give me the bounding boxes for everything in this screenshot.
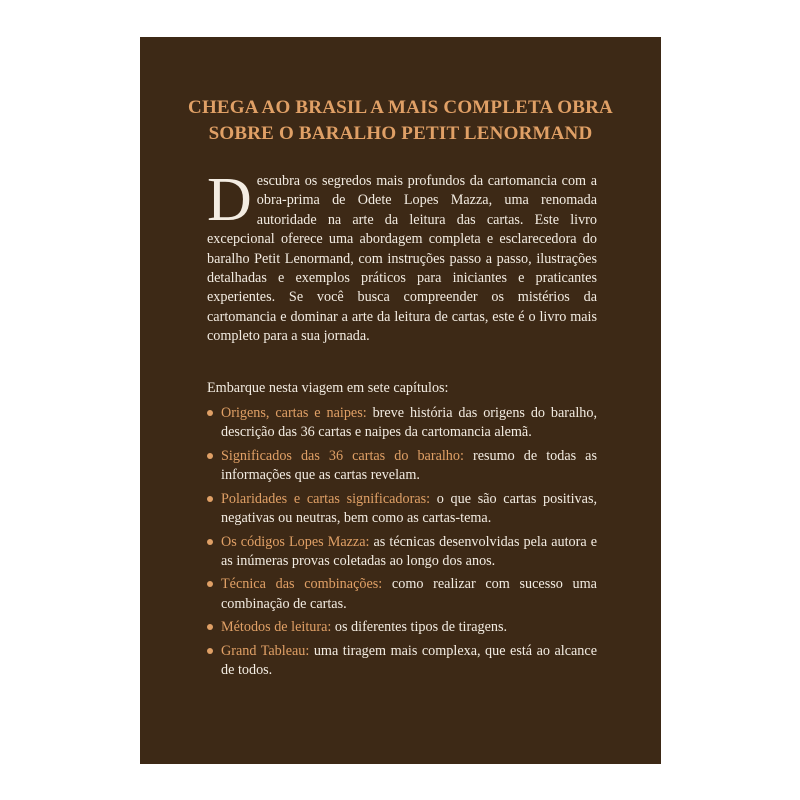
- chapter-term: Grand Tableau:: [221, 642, 310, 659]
- bullet-icon: [207, 496, 213, 502]
- chapters-lead-in: Embarque nesta viagem em sete capítulos:: [207, 379, 449, 396]
- chapter-term: Métodos de leitura:: [221, 619, 332, 636]
- chapter-desc: os diferentes tipos de tiragens.: [331, 619, 508, 636]
- cover-body: [207, 166, 598, 684]
- chapter-term: Significados das 36 cartas do baralho:: [221, 447, 464, 464]
- drop-cap: D: [207, 166, 252, 234]
- chapter-desc: as técnicas desenvolvidas pela autora e as inúmeras provas coletadas ao longo dos anos.: [221, 533, 597, 569]
- intro-paragraph: [207, 166, 597, 347]
- bullet-icon: [207, 539, 213, 545]
- chapter-term: Técnica das combinações:: [221, 576, 383, 593]
- chapter-desc: breve história das origens do baralho, descrição das 36 cartas e naipes da cartomancia alemã.: [221, 405, 597, 441]
- intro-text: escubra os segredos mais profundos da cartomancia com a obra-prima de Odete Lopes Mazza, uma renomada autoridade na arte da leitura das cartas. Este livro excepcional oferece uma abordagem completa e esclarecedora do baralho Petit Lenormand, com instruções passo a passo, ilustrações detalhadas e exemplos práticos para iniciantes e praticantes experientes. Se você busca compreender os mistérios da cartomancia e dominar a arte da leitura de cartas, este é o livro mais completo para a sua jornada.: [207, 173, 597, 345]
- chapter-item: [207, 533, 597, 572]
- chapter-term: Polaridades e cartas significadoras:: [221, 490, 431, 507]
- chapter-item: [207, 404, 597, 443]
- chapter-item: [207, 642, 597, 681]
- chapter-desc: o que são cartas positivas, negativas ou neutras, bem como as cartas-tema.: [221, 490, 598, 527]
- chapter-term: Origens, cartas e naipes:: [221, 405, 367, 422]
- chapter-item: [207, 575, 597, 614]
- chapter-desc: resumo de todas as informações que as cartas revelam.: [221, 447, 597, 484]
- chapter-list: [207, 404, 597, 680]
- headline-line-2: SOBRE O BARALHO PETIT LENORMAND: [208, 123, 593, 144]
- chapter-term: Os códigos Lopes Mazza:: [221, 533, 370, 550]
- headline-line-1: CHEGA AO BRASIL A MAIS COMPLETA OBRA: [188, 97, 613, 118]
- bullet-icon: [207, 624, 213, 630]
- bullet-icon: [207, 581, 213, 587]
- bullet-icon: [207, 410, 213, 416]
- bullet-icon: [207, 453, 213, 459]
- chapter-item: [207, 618, 597, 637]
- chapter-desc: uma tiragem mais complexa, que está ao alcance de todos.: [221, 642, 597, 678]
- chapter-item: [207, 447, 597, 486]
- bullet-icon: [207, 648, 213, 654]
- chapter-item: [207, 490, 597, 529]
- chapter-desc: como realizar com sucesso uma combinação de cartas.: [221, 576, 597, 612]
- book-back-cover: [140, 37, 661, 764]
- headline: [140, 95, 661, 147]
